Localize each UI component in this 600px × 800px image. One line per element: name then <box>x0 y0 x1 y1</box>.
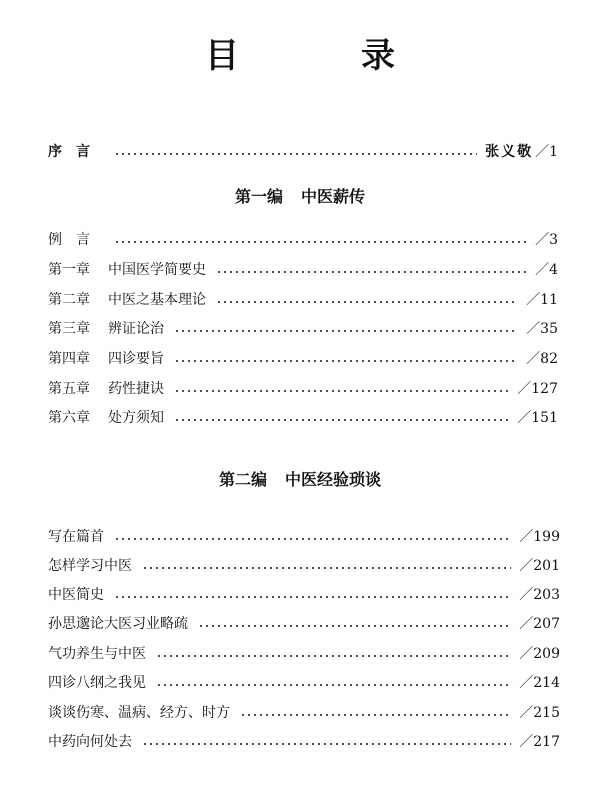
toc-entry[interactable] <box>48 407 558 429</box>
toc-entry[interactable] <box>48 289 558 311</box>
toc-entry[interactable] <box>48 702 560 724</box>
toc-entry-title: 谈谈伤寒、温病、经方、时方 <box>48 705 230 721</box>
toc-leader-dots <box>240 714 511 716</box>
toc-entry-title: 中药向何处去 <box>48 734 132 750</box>
toc-entry[interactable] <box>48 526 560 548</box>
toc-page-number: ／35 <box>526 321 558 337</box>
toc-page-number: ／199 <box>519 529 560 545</box>
toc-entry-title: 四诊要旨 <box>108 351 164 367</box>
toc-leader-dots <box>216 271 527 273</box>
toc-page-number: ／1 <box>535 144 558 160</box>
toc-page-number: ／207 <box>519 616 560 632</box>
toc-leader-dots <box>174 360 518 362</box>
toc-entry-title: 四诊八纲之我见 <box>48 675 146 691</box>
toc-leader-dots <box>156 655 511 657</box>
toc-page-number: ／151 <box>517 410 558 426</box>
toc-entry[interactable] <box>48 229 558 251</box>
toc-chapter-label: 第四章 <box>48 351 90 367</box>
toc-page-number: ／201 <box>519 558 560 574</box>
toc-page-number: ／214 <box>519 675 560 691</box>
toc-entry[interactable] <box>48 378 558 400</box>
toc-entry-preface[interactable] <box>48 141 558 163</box>
section-heading-part1 <box>0 186 600 208</box>
section-title: 中医经验琐谈 <box>285 470 382 489</box>
toc-leader-dots <box>142 743 511 745</box>
toc-entry-title: 写在篇首 <box>48 529 104 545</box>
toc-entry[interactable] <box>48 318 558 340</box>
toc-leader-dots <box>114 241 527 243</box>
toc-chapter-label: 例言 <box>48 232 104 248</box>
toc-chapter-label: 第三章 <box>48 321 90 337</box>
toc-entry[interactable] <box>48 613 560 635</box>
toc-page-number: ／82 <box>526 351 558 367</box>
toc-entry[interactable] <box>48 672 560 694</box>
section-title: 中医薪传 <box>301 187 366 206</box>
section-heading-part2 <box>0 469 600 491</box>
toc-page-number: ／3 <box>535 232 558 248</box>
toc-chapter-label: 第一章 <box>48 262 90 278</box>
toc-page-number: ／11 <box>526 292 558 308</box>
toc-entry-title: 气功养生与中医 <box>48 646 146 662</box>
toc-chapter-label: 第二章 <box>48 292 90 308</box>
toc-entry-title: 中医简史 <box>48 587 104 603</box>
section-number: 第二编 <box>218 470 267 489</box>
toc-leader-dots <box>156 684 511 686</box>
toc-entry[interactable] <box>48 259 558 281</box>
toc-entry[interactable] <box>48 555 560 577</box>
toc-entry-title: 辨证论治 <box>108 321 164 337</box>
toc-page-number: ／217 <box>519 734 560 750</box>
toc-leader-dots <box>114 538 511 540</box>
toc-page-number: ／209 <box>519 646 560 662</box>
toc-entry[interactable] <box>48 584 560 606</box>
toc-page-number: ／4 <box>535 262 558 278</box>
toc-leader-dots <box>174 390 509 392</box>
toc-leader-dots <box>216 301 518 303</box>
toc-entry-title: 孙思邈论大医习业略疏 <box>48 616 188 632</box>
toc-leader-dots <box>174 419 509 421</box>
toc-leader-dots <box>142 567 511 569</box>
section-number: 第一编 <box>234 187 283 206</box>
toc-leader-dots <box>114 596 511 598</box>
page-title: 目 录 <box>205 36 439 76</box>
toc-leader-dots <box>198 625 511 627</box>
toc-entry-title: 中国医学简要史 <box>108 262 206 278</box>
toc-chapter-label: 第五章 <box>48 381 90 397</box>
toc-page-number: ／127 <box>517 381 558 397</box>
toc-entry-title: 药性捷诀 <box>108 381 164 397</box>
toc-entry-title: 处方须知 <box>108 410 164 426</box>
toc-entry[interactable] <box>48 643 560 665</box>
toc-page-number: ／215 <box>519 705 560 721</box>
toc-chapter-label: 第六章 <box>48 410 90 426</box>
toc-leader-dots <box>114 153 477 155</box>
toc-leader-dots <box>174 330 518 332</box>
toc-entry[interactable] <box>48 348 558 370</box>
toc-entry-title: 中医之基本理论 <box>108 292 206 308</box>
toc-entry-title: 怎样学习中医 <box>48 558 132 574</box>
toc-preface-label: 序言 <box>48 144 104 160</box>
toc-page-number: ／203 <box>519 587 560 603</box>
toc-preface-author: 张义敬 <box>485 144 534 160</box>
toc-entry[interactable] <box>48 731 560 753</box>
